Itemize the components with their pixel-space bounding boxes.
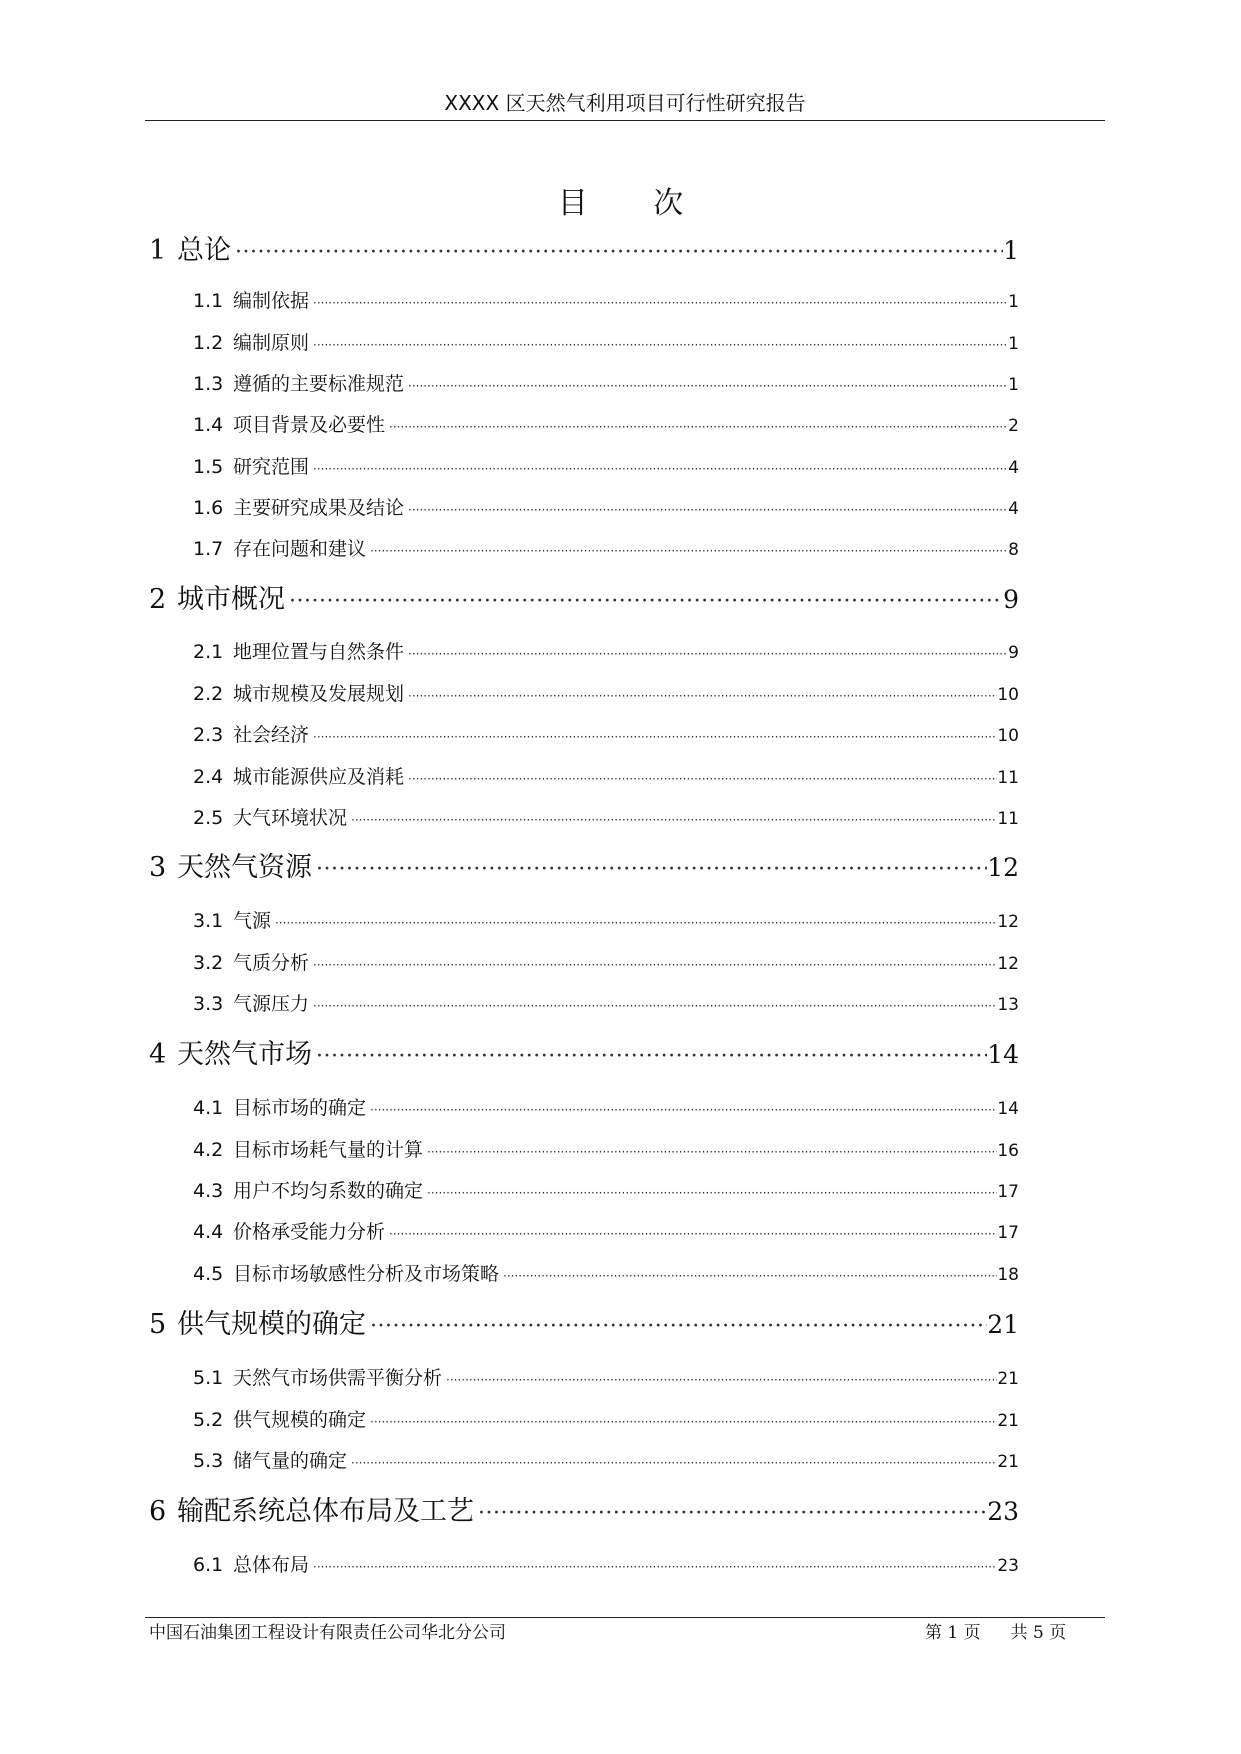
toc-section-entry[interactable] [193, 1364, 1019, 1392]
toc-dot-leader [370, 1096, 997, 1124]
toc-page-number: 13 [997, 995, 1019, 1015]
toc-section-entry[interactable] [193, 990, 1019, 1018]
toc-entry-label: 价格承受能力分析 [233, 1221, 386, 1243]
toc-dot-leader [370, 1408, 997, 1436]
toc-entry-number: 1.6 [193, 497, 224, 519]
toc-page-number: 11 [997, 809, 1019, 829]
toc-entry-number: 1.4 [193, 414, 224, 436]
toc-page-number: 21 [997, 1411, 1019, 1431]
toc-entry-label: 储气量的确定 [233, 1450, 348, 1472]
toc-entry-number: 1.5 [193, 456, 224, 478]
toc-dot-leader [446, 1366, 997, 1394]
toc-dot-leader [313, 289, 1008, 317]
toc-entry-label: 城市能源供应及消耗 [233, 766, 405, 788]
toc-dot-leader [408, 372, 1008, 400]
toc-dot-leader [289, 582, 1003, 622]
toc-section-entry[interactable] [193, 494, 1019, 522]
toc-section-entry[interactable] [193, 638, 1019, 666]
toc-chapter-entry[interactable] [149, 1305, 1019, 1345]
toc-dot-leader [351, 1449, 997, 1477]
toc-page-number: 17 [997, 1223, 1019, 1243]
toc-page-number: 23 [997, 1556, 1019, 1576]
toc-dot-leader [316, 1037, 987, 1077]
toc-entry-number: 1.3 [193, 373, 224, 395]
toc-page-number: 21 [997, 1369, 1019, 1389]
toc-page-number: 14 [997, 1099, 1019, 1119]
toc-entry-label: 总论 [177, 235, 231, 266]
toc-dot-leader [389, 413, 1008, 441]
toc-entry-number: 6.1 [193, 1554, 224, 1576]
toc-entry-number: 3.1 [193, 910, 224, 932]
toc-entry-label: 地理位置与自然条件 [233, 641, 405, 663]
toc-section-entry[interactable] [193, 721, 1019, 749]
toc-entry-number: 4.5 [193, 1263, 224, 1285]
toc-dot-leader [427, 1179, 997, 1207]
toc-dot-leader [408, 765, 997, 793]
toc-entry-number: 2 [149, 584, 167, 615]
toc-section-entry[interactable] [193, 1260, 1019, 1288]
toc-page-number: 1 [1008, 292, 1019, 312]
footer-rule [145, 1617, 1105, 1618]
toc-entry-label: 天然气资源 [177, 852, 312, 883]
toc-entry-label: 总体布局 [233, 1554, 310, 1576]
toc-dot-leader [389, 1220, 997, 1248]
toc-entry-label: 天然气市场 [177, 1039, 312, 1070]
toc-section-entry[interactable] [193, 1094, 1019, 1122]
toc-section-entry[interactable] [193, 680, 1019, 708]
toc-entry-label: 气源压力 [233, 993, 310, 1015]
toc-page-number: 9 [1003, 585, 1019, 614]
toc-entry-number: 5.3 [193, 1450, 224, 1472]
toc-chapter-entry[interactable] [149, 580, 1019, 620]
toc-entry-label: 大气环境状况 [233, 807, 348, 829]
toc-entry-label: 城市规模及发展规划 [233, 683, 405, 705]
toc-title: 目 次 [557, 186, 712, 221]
footer-company: 中国石油集团工程设计有限责任公司华北分公司 [149, 1623, 506, 1643]
toc-dot-leader [351, 806, 997, 834]
toc-section-entry[interactable] [193, 949, 1019, 977]
toc-chapter-entry[interactable] [149, 1035, 1019, 1075]
toc-chapter-entry[interactable] [149, 231, 1019, 271]
toc-entry-number: 5.1 [193, 1367, 224, 1389]
toc-entry-label: 社会经济 [233, 724, 310, 746]
toc-entry-number: 5 [149, 1309, 167, 1340]
toc-entry-number: 4.4 [193, 1221, 224, 1243]
toc-page-number: 8 [1008, 540, 1019, 560]
toc-entry-number: 3 [149, 852, 167, 883]
toc-page-number: 12 [987, 853, 1019, 882]
toc-entry-label: 目标市场耗气量的计算 [233, 1139, 424, 1161]
toc-page-number: 11 [997, 768, 1019, 788]
toc-section-entry[interactable] [193, 1406, 1019, 1434]
toc-page-number: 16 [997, 1141, 1019, 1161]
toc-dot-leader [313, 951, 997, 979]
toc-page-number: 12 [997, 912, 1019, 932]
toc-section-entry[interactable] [193, 1447, 1019, 1475]
toc-section-entry[interactable] [193, 329, 1019, 357]
toc-section-entry[interactable] [193, 1218, 1019, 1246]
toc-entry-number: 5.2 [193, 1409, 224, 1431]
toc-section-entry[interactable] [193, 804, 1019, 832]
footer-total-pages: 共 5 页 [1010, 1623, 1067, 1643]
toc-page-number: 10 [997, 685, 1019, 705]
toc-entry-label: 气质分析 [233, 952, 310, 974]
toc-dot-leader [408, 682, 997, 710]
toc-page-number: 14 [987, 1040, 1019, 1069]
toc-dot-leader [427, 1138, 997, 1166]
toc-page-number: 18 [997, 1265, 1019, 1285]
toc-dot-leader [313, 1553, 997, 1581]
toc-entry-label: 目标市场敏感性分析及市场策略 [233, 1263, 500, 1285]
toc-entry-label: 项目背景及必要性 [233, 414, 386, 436]
toc-page-number: 1 [1008, 375, 1019, 395]
toc-dot-leader [503, 1262, 997, 1290]
toc-chapter-entry[interactable] [149, 848, 1019, 888]
toc-section-entry[interactable] [193, 453, 1019, 481]
toc-dot-leader [478, 1494, 987, 1534]
toc-entry-label: 遵循的主要标准规范 [233, 373, 405, 395]
toc-section-entry[interactable] [193, 907, 1019, 935]
toc-entry-number: 1.7 [193, 538, 224, 560]
toc-section-entry[interactable] [193, 1177, 1019, 1205]
toc-entry-label: 供气规模的确定 [233, 1409, 367, 1431]
footer-pages [925, 1620, 1096, 1646]
toc-entry-label: 目标市场的确定 [233, 1097, 367, 1119]
toc-entry-label: 输配系统总体布局及工艺 [177, 1496, 474, 1527]
toc-entry-label: 存在问题和建议 [233, 538, 367, 560]
toc-page-number: 10 [997, 726, 1019, 746]
toc-entry-label: 供气规模的确定 [177, 1309, 366, 1340]
toc-entry-number: 3.3 [193, 993, 224, 1015]
toc-section-entry[interactable] [193, 287, 1019, 315]
toc-page-number: 1 [1003, 236, 1019, 265]
toc-section-entry[interactable] [193, 1136, 1019, 1164]
toc-entry-label: 天然气市场供需平衡分析 [233, 1367, 443, 1389]
toc-section-entry[interactable] [193, 535, 1019, 563]
toc-entry-label: 研究范围 [233, 456, 310, 478]
toc-entry-number: 6 [149, 1496, 167, 1527]
toc-dot-leader [408, 640, 1008, 668]
toc-entry-number: 4.2 [193, 1139, 224, 1161]
toc-dot-leader [370, 1307, 987, 1347]
toc-dot-leader [235, 233, 1003, 273]
toc-entry-label: 主要研究成果及结论 [233, 497, 405, 519]
toc-page-number: 4 [1008, 458, 1019, 478]
toc-entry-number: 2.1 [193, 641, 224, 663]
toc-section-entry[interactable] [193, 370, 1019, 398]
toc-dot-leader [370, 537, 1008, 565]
page-header: XXXX 区天然气利用项目可行性研究报告 [444, 91, 806, 115]
toc-page-number: 4 [1008, 499, 1019, 519]
toc-entry-number: 1.1 [193, 290, 224, 312]
toc-page-number: 1 [1008, 334, 1019, 354]
toc-entry-label: 用户不均匀系数的确定 [233, 1180, 424, 1202]
toc-page-number: 21 [997, 1452, 1019, 1472]
toc-page-number: 9 [1008, 643, 1019, 663]
toc-dot-leader [408, 496, 1008, 524]
toc-entry-label: 编制原则 [233, 332, 310, 354]
toc-page-number: 17 [997, 1182, 1019, 1202]
toc-entry-number: 2.3 [193, 724, 224, 746]
toc-entry-number: 2.2 [193, 683, 224, 705]
toc-entry-number: 4 [149, 1039, 167, 1070]
toc-entry-number: 4.3 [193, 1180, 224, 1202]
footer-page-number: 第 1 页 [925, 1623, 981, 1643]
toc-section-entry[interactable] [193, 1551, 1019, 1579]
toc-section-entry[interactable] [193, 763, 1019, 791]
toc-entry-label: 气源 [233, 910, 272, 932]
toc-dot-leader [275, 909, 997, 937]
toc-chapter-entry[interactable] [149, 1492, 1019, 1532]
toc-entry-number: 2.4 [193, 766, 224, 788]
toc-entry-number: 2.5 [193, 807, 224, 829]
toc-entry-number: 1 [149, 235, 167, 266]
toc-entry-label: 城市概况 [177, 584, 285, 615]
toc-page-number: 21 [987, 1310, 1019, 1339]
toc-entry-number: 1.2 [193, 332, 224, 354]
toc-page-number: 23 [987, 1497, 1019, 1526]
toc-section-entry[interactable] [193, 411, 1019, 439]
toc-entry-number: 3.2 [193, 952, 224, 974]
toc-dot-leader [316, 850, 987, 890]
toc-entry-number: 4.1 [193, 1097, 224, 1119]
toc-dot-leader [313, 992, 997, 1020]
toc-dot-leader [313, 455, 1008, 483]
toc-page-number: 2 [1008, 416, 1019, 436]
toc-page-number: 12 [997, 954, 1019, 974]
toc-dot-leader [313, 331, 1008, 359]
toc-entry-label: 编制依据 [233, 290, 310, 312]
toc-dot-leader [313, 723, 997, 751]
